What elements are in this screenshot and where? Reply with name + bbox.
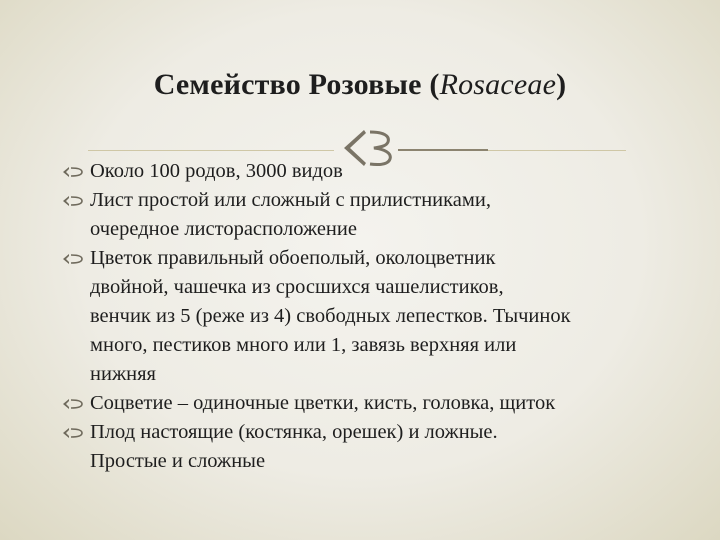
bullet-line: венчик из 5 (реже из 4) свободных лепестков. Тычинок — [90, 305, 571, 327]
bullet-item — [62, 157, 682, 186]
title-main: Семейство Розовые ( — [153, 68, 440, 101]
bullet-item — [62, 389, 682, 418]
title-close: ) — [556, 68, 567, 101]
bullet-line: Цветок правильный обоеполый, околоцветник — [90, 247, 496, 269]
bullet-line: Простые и сложные — [90, 450, 266, 472]
bullet-line: нижняя — [90, 363, 156, 385]
title-rule-accent — [398, 149, 488, 151]
curved-arrow-bullet-icon — [62, 398, 84, 410]
bullet-item — [62, 244, 682, 389]
bullet-line: двойной, чашечка из сросшихся чашелистиков, — [90, 276, 504, 298]
bullet-line: Лист простой или сложный с прилистниками, — [90, 189, 491, 211]
bullet-line: Плод настоящие (костянка, орешек) и ложные. — [90, 421, 498, 443]
curved-arrow-bullet-icon — [62, 195, 84, 207]
slide-title — [0, 68, 720, 102]
title-latin-name: Rosaceae — [439, 68, 557, 101]
curved-arrow-bullet-icon — [62, 427, 84, 439]
bullet-item — [62, 418, 682, 476]
bullet-list — [62, 157, 682, 476]
title-rule-left — [88, 150, 334, 151]
bullet-line: много, пестиков много или 1, завязь верхняя или — [90, 334, 517, 356]
bullet-line: Около 100 родов, 3000 видов — [90, 160, 343, 182]
bullet-line: Соцветие – одиночные цветки, кисть, головка, щиток — [90, 392, 556, 414]
bullet-item — [62, 186, 682, 244]
bullet-line: очередное листорасположение — [90, 218, 357, 240]
curved-arrow-bullet-icon — [62, 253, 84, 265]
curved-arrow-bullet-icon — [62, 166, 84, 178]
